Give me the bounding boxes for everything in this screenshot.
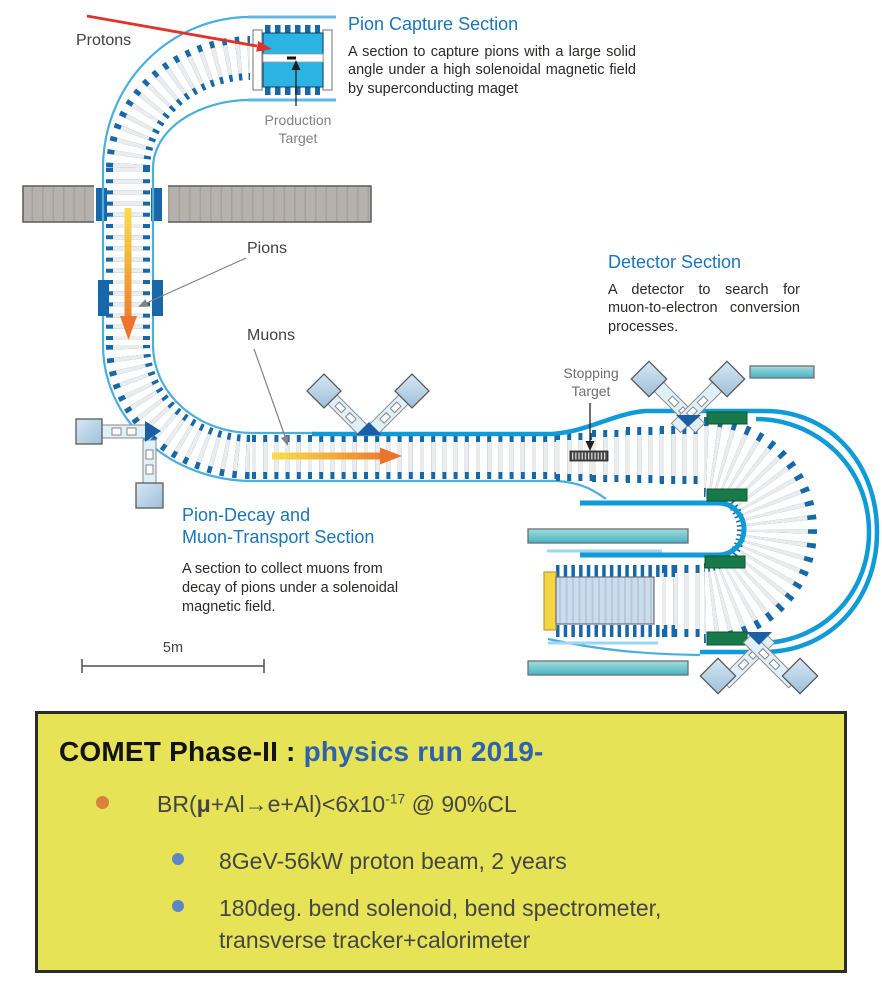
orange-bullet-icon — [96, 796, 109, 809]
radiation-shield-wall — [23, 183, 371, 224]
teal-shield-middle — [528, 529, 688, 543]
bullet-br-text — [157, 788, 517, 820]
stopping-target-label: Stopping Target — [563, 365, 619, 400]
scale-label: 5m — [162, 640, 184, 656]
bullet-solenoid-line2: transverse tracker+calorimeter — [219, 927, 531, 954]
detector-tracker-assembly — [544, 572, 654, 630]
pion-decay-title-line1: Pion-Decay and — [182, 505, 311, 525]
info-title-blue: physics run 2019- — [303, 736, 544, 767]
tracker-box — [556, 577, 654, 624]
blue-bullet-icon — [172, 853, 184, 865]
calorimeter-bar — [544, 572, 556, 630]
br-post: @ 90%CL — [405, 791, 517, 817]
pion-decay-description: A section to collect muons from decay of pions under a solenoidal magnetic field. — [182, 561, 399, 616]
info-box-title — [59, 736, 544, 768]
production-target-marker — [287, 57, 296, 60]
bullet-solenoid-text — [219, 892, 719, 956]
teal-shield-top — [750, 366, 814, 378]
cryostat-v-transport — [307, 374, 429, 436]
bullet-solenoid-line1: 180deg. bend solenoid, bend spectrometer, — [219, 895, 662, 921]
muon-flow-arrow — [272, 448, 402, 465]
pions-label: Pions — [247, 240, 288, 257]
stopping-target-marker — [570, 451, 608, 461]
muons-pointer — [254, 349, 288, 446]
info-title-black: COMET Phase-II : — [59, 736, 296, 767]
pion-decay-title-line2: Muon-Transport Section — [182, 526, 375, 547]
br-mid: +Al→e+Al)<6x10 — [210, 791, 386, 817]
pion-decay-title — [182, 505, 374, 549]
bullet-proton-beam-text: 8GeV-56kW proton beam, 2 years — [219, 848, 567, 874]
teal-shield-bottom — [528, 661, 688, 675]
detector-description: A detector to search for muon-to-electron conversion processes. — [608, 282, 800, 335]
br-pre: BR( — [157, 791, 197, 817]
bullet-br-limit — [96, 788, 517, 820]
scale-bar — [82, 659, 264, 673]
info-box — [35, 711, 847, 973]
blue-bullet-icon — [172, 900, 184, 912]
muons-label: Muons — [247, 327, 296, 344]
protons-label: Protons — [76, 32, 132, 49]
production-target-label: Production Target — [264, 112, 332, 147]
pion-capture-description: A section to capture pions with a large solid angle under a high solenoidal magnetic field by superconducting maget — [348, 44, 636, 97]
pion-capture-solenoid — [250, 22, 336, 98]
br-mu: μ — [196, 791, 211, 817]
br-sup: -17 — [385, 791, 406, 807]
cryostat-corner — [76, 419, 163, 508]
bullet-solenoid — [172, 892, 719, 956]
pion-capture-title: Pion Capture Section — [348, 14, 519, 34]
bullet-proton-beam — [172, 845, 567, 877]
detector-title: Detector Section — [608, 252, 742, 272]
